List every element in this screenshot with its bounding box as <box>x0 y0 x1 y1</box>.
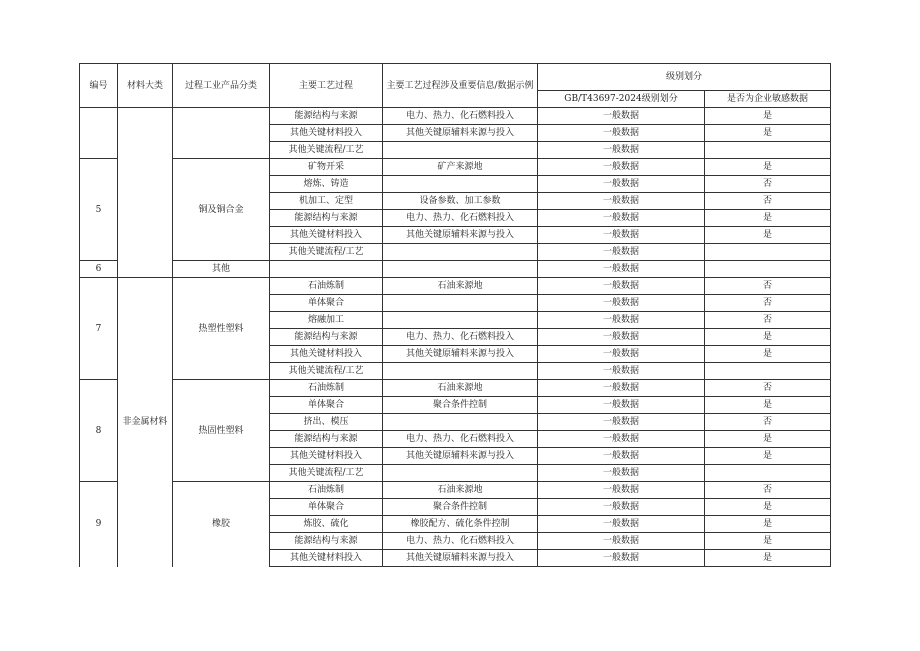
header-sensitive: 是否为企业敏感数据 <box>705 91 831 108</box>
product-category <box>173 108 270 159</box>
sensitive-cell <box>705 244 831 261</box>
sensitive-cell: 是 <box>705 227 831 244</box>
process-cell: 机加工、定型 <box>270 193 383 210</box>
sensitive-cell: 否 <box>705 482 831 499</box>
sensitive-cell <box>705 261 831 278</box>
process-cell: 单体聚合 <box>270 499 383 516</box>
process-cell: 单体聚合 <box>270 397 383 414</box>
process-cell: 能源结构与来源 <box>270 329 383 346</box>
info-cell <box>383 312 538 329</box>
grade-cell: 一般数据 <box>538 278 705 295</box>
info-cell: 其他关键原辅料来源与投入 <box>383 448 538 465</box>
sensitive-cell: 否 <box>705 176 831 193</box>
group-no: 7 <box>80 278 118 380</box>
header-main-process: 主要工艺过程 <box>270 64 383 108</box>
material-category-cell <box>118 108 173 278</box>
grade-cell: 一般数据 <box>538 227 705 244</box>
process-cell: 矿物开采 <box>270 159 383 176</box>
product-category: 铜及铜合金 <box>173 159 270 261</box>
sensitive-cell: 是 <box>705 346 831 363</box>
sensitive-cell: 是 <box>705 431 831 448</box>
process-cell: 其他关键材料投入 <box>270 227 383 244</box>
group-no: 6 <box>80 261 118 278</box>
product-category: 热固性塑料 <box>173 380 270 482</box>
table-row <box>80 108 831 125</box>
group-no: 5 <box>80 159 118 261</box>
sensitive-cell: 是 <box>705 550 831 567</box>
info-cell <box>383 261 538 278</box>
grade-cell: 一般数据 <box>538 261 705 278</box>
process-cell: 其他关键材料投入 <box>270 125 383 142</box>
sensitive-cell: 是 <box>705 533 831 550</box>
sensitive-cell: 是 <box>705 397 831 414</box>
grade-cell: 一般数据 <box>538 431 705 448</box>
info-cell: 其他关键原辅料来源与投入 <box>383 227 538 244</box>
process-cell: 其他关键流程/工艺 <box>270 363 383 380</box>
table-row <box>80 159 831 176</box>
process-cell: 单体聚合 <box>270 295 383 312</box>
info-cell: 电力、热力、化石燃料投入 <box>383 329 538 346</box>
grade-cell: 一般数据 <box>538 125 705 142</box>
info-cell: 矿产来源地 <box>383 159 538 176</box>
process-cell: 挤出、模压 <box>270 414 383 431</box>
product-category: 热塑性塑料 <box>173 278 270 380</box>
sensitive-cell: 否 <box>705 278 831 295</box>
table-row <box>80 278 831 295</box>
process-cell: 能源结构与来源 <box>270 210 383 227</box>
grade-cell: 一般数据 <box>538 397 705 414</box>
sensitive-cell: 否 <box>705 414 831 431</box>
info-cell: 其他关键原辅料来源与投入 <box>383 125 538 142</box>
header-no: 编号 <box>80 64 118 108</box>
process-cell: 其他关键材料投入 <box>270 448 383 465</box>
sensitive-cell <box>705 142 831 159</box>
info-cell: 聚合条件控制 <box>383 397 538 414</box>
sensitive-cell: 是 <box>705 448 831 465</box>
process-cell: 石油炼制 <box>270 482 383 499</box>
process-cell: 能源结构与来源 <box>270 431 383 448</box>
table-row <box>80 482 831 499</box>
info-cell: 橡胶配方、硫化条件控制 <box>383 516 538 533</box>
info-cell: 石油来源地 <box>383 482 538 499</box>
grade-cell: 一般数据 <box>538 193 705 210</box>
process-cell: 其他关键流程/工艺 <box>270 465 383 482</box>
info-cell: 电力、热力、化石燃料投入 <box>383 533 538 550</box>
info-cell: 设备参数、加工参数 <box>383 193 538 210</box>
info-cell <box>383 142 538 159</box>
grade-cell: 一般数据 <box>538 533 705 550</box>
info-cell: 电力、热力、化石燃料投入 <box>383 210 538 227</box>
product-category: 橡胶 <box>173 482 270 567</box>
group-no: 9 <box>80 482 118 567</box>
process-cell: 石油炼制 <box>270 278 383 295</box>
grade-cell: 一般数据 <box>538 465 705 482</box>
header-material-category: 材料大类 <box>118 64 173 108</box>
info-cell: 其他关键原辅料来源与投入 <box>383 550 538 567</box>
grade-cell: 一般数据 <box>538 108 705 125</box>
sensitive-cell: 是 <box>705 210 831 227</box>
grade-cell: 一般数据 <box>538 346 705 363</box>
grade-cell: 一般数据 <box>538 380 705 397</box>
process-cell: 能源结构与来源 <box>270 108 383 125</box>
info-cell: 其他关键原辅料来源与投入 <box>383 346 538 363</box>
classification-table <box>79 63 831 567</box>
product-category: 其他 <box>173 261 270 278</box>
grade-cell: 一般数据 <box>538 312 705 329</box>
sensitive-cell: 否 <box>705 295 831 312</box>
sensitive-cell: 否 <box>705 380 831 397</box>
info-cell <box>383 363 538 380</box>
grade-cell: 一般数据 <box>538 550 705 567</box>
sensitive-cell: 是 <box>705 159 831 176</box>
process-cell: 熔融加工 <box>270 312 383 329</box>
process-cell: 熔炼、铸造 <box>270 176 383 193</box>
sensitive-cell <box>705 363 831 380</box>
process-cell: 其他关键流程/工艺 <box>270 142 383 159</box>
sensitive-cell: 是 <box>705 125 831 142</box>
info-cell <box>383 295 538 312</box>
process-cell: 其他关键流程/工艺 <box>270 244 383 261</box>
grade-cell: 一般数据 <box>538 363 705 380</box>
header-product-category: 过程工业产品分类 <box>173 64 270 108</box>
info-cell: 石油来源地 <box>383 278 538 295</box>
grade-cell: 一般数据 <box>538 414 705 431</box>
table-row <box>80 261 831 278</box>
grade-cell: 一般数据 <box>538 210 705 227</box>
sensitive-cell: 是 <box>705 108 831 125</box>
grade-cell: 一般数据 <box>538 448 705 465</box>
header-grading: 级别划分 <box>538 64 831 91</box>
header-gb-grade: GB/T43697-2024级别划分 <box>538 91 705 108</box>
grade-cell: 一般数据 <box>538 499 705 516</box>
process-cell: 能源结构与来源 <box>270 533 383 550</box>
group-no: 8 <box>80 380 118 482</box>
info-cell <box>383 244 538 261</box>
process-cell: 其他关键材料投入 <box>270 550 383 567</box>
material-category-nonmetal: 非金属材料 <box>118 278 173 567</box>
info-cell <box>383 414 538 431</box>
grade-cell: 一般数据 <box>538 516 705 533</box>
group-no <box>80 108 118 159</box>
info-cell: 石油来源地 <box>383 380 538 397</box>
header-info-example: 主要工艺过程涉及重要信息/数据示例 <box>383 64 538 108</box>
grade-cell: 一般数据 <box>538 295 705 312</box>
sensitive-cell: 是 <box>705 516 831 533</box>
info-cell <box>383 176 538 193</box>
sensitive-cell: 是 <box>705 499 831 516</box>
sensitive-cell: 否 <box>705 312 831 329</box>
sensitive-cell: 否 <box>705 193 831 210</box>
grade-cell: 一般数据 <box>538 176 705 193</box>
grade-cell: 一般数据 <box>538 482 705 499</box>
table-row <box>80 380 831 397</box>
process-cell: 其他关键材料投入 <box>270 346 383 363</box>
sensitive-cell <box>705 465 831 482</box>
info-cell: 电力、热力、化石燃料投入 <box>383 431 538 448</box>
info-cell <box>383 465 538 482</box>
grade-cell: 一般数据 <box>538 142 705 159</box>
process-cell: 石油炼制 <box>270 380 383 397</box>
grade-cell: 一般数据 <box>538 244 705 261</box>
info-cell: 聚合条件控制 <box>383 499 538 516</box>
process-cell <box>270 261 383 278</box>
info-cell: 电力、热力、化石燃料投入 <box>383 108 538 125</box>
grade-cell: 一般数据 <box>538 159 705 176</box>
process-cell: 炼胶、硫化 <box>270 516 383 533</box>
sensitive-cell: 是 <box>705 329 831 346</box>
grade-cell: 一般数据 <box>538 329 705 346</box>
